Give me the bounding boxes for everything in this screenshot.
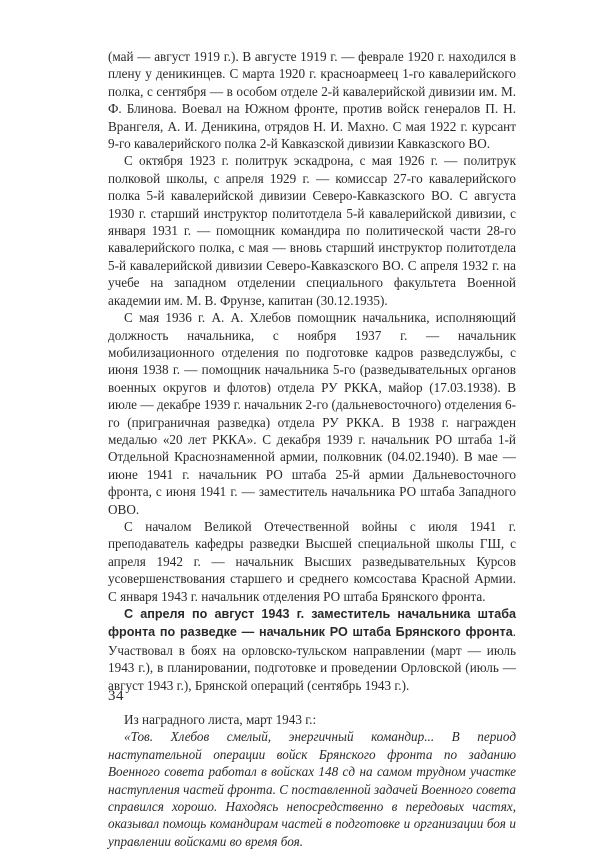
paragraph-2: С октября 1923 г. политрук эскадрона, с мая 1926 г. — политрук полковой школы, с апреля 1929 г. — комиссар 27-го кавалерийского полка 5-й кавалерийской дивизии Северо-Кавказского ВО. С августа 1930 г. старший инструктор политотдела 5-й кавалерийской дивизии, с января 1931 г. — помощник командира по политической части 28-го кавалерийского полка, с мая — вновь старший инструктор политотдела 5-й кавалерийской дивизии Северо-Кавказского ВО. С апреля 1932 г. на учебе на западном отделении специального факультета Военной академии им. М. В. Фрунзе, капитан (30.12.1935). [108,153,516,308]
body-text [108,48,516,850]
quote-intro: Из наградного листа, март 1943 г.: [124,712,317,728]
paragraph-5-rest: . Участвовал в боях на орловско-тульском направлении (март — июль 1943 г.), в планировании, подготовке и проведении Орловской (июль — август 1943 г.), Брянской операций (сентябрь 1943 г.). [108,624,516,693]
page-number: 34 [108,688,124,704]
quote-text: «Тов. Хлебов смелый, энергичный командир... В период наступательной операции войск Брянского фронта по заданию Военного совета работал в войсках 148 сд на самом трудном участке наступления частей фронта. С поставленной задачей Военного совета справился хорошо. Находясь непосредственно в передовых частях, оказывал помощь командирам частей в подготовке и организации боя и управлении войсками во время боя. [108,729,516,849]
paragraph-5 [108,605,516,694]
paragraph-4: С началом Великой Отечественной войны с июля 1941 г. преподаватель кафедры разведки Высшей специальной школы ГШ, с апреля 1942 г. — начальник Высших разведывательных Курсов усовершенствования старшего и среднего комсостава Красной Армии. С января 1943 г. начальник отделения РО штаба Брянского фронта. [108,518,516,604]
spacer [108,694,516,711]
paragraph-1: (май — август 1919 г.). В августе 1919 г. — феврале 1920 г. находился в плену у деникинцев. С марта 1920 г. красноармеец 1-го кавалерийского полка, с сентября — в особом отделе 2-й кавалерийской дивизии им. М. Ф. Блинова. Воевал на Южном фронте, против войск генералов П. Н. Врангеля, А. И. Деникина, отрядов Н. И. Махно. С мая 1922 г. курсант 9-го кавалерийского полка 2-й Кавказской дивизии Кавказского ВО. [108,49,516,152]
paragraph-3: С мая 1936 г. А. А. Хлебов помощник начальника, исполняющий должность начальника, с ноября 1937 г. — начальник мобилизационного отделения по подготовке кадров разведслужбы, с июня 1938 г. — помощник начальника 5-го (разведывательных органов военных округов и флотов) отдела РУ РККА, майор (17.03.1938). В июле — декабре 1939 г. начальник 2-го (дальневосточного) отделения 6-го (приграничная разведка) отдела РУ РККА. В 1938 г. награжден медалью «20 лет РККА». С декабря 1939 г. начальник РО штаба 1-й Отдельной Краснознаменной армии, полковник (04.02.1940). В мае — июне 1941 г. начальник РО штаба 25-й армии Дальневосточного фронта, с июня 1941 г. — заместитель начальника РО штаба Западного ОВО. [108,310,516,517]
bold-heading: С апреля по август 1943 г. заместитель начальника штаба фронта по разведке — начальник РО штаба Брянского фронта [108,607,516,640]
